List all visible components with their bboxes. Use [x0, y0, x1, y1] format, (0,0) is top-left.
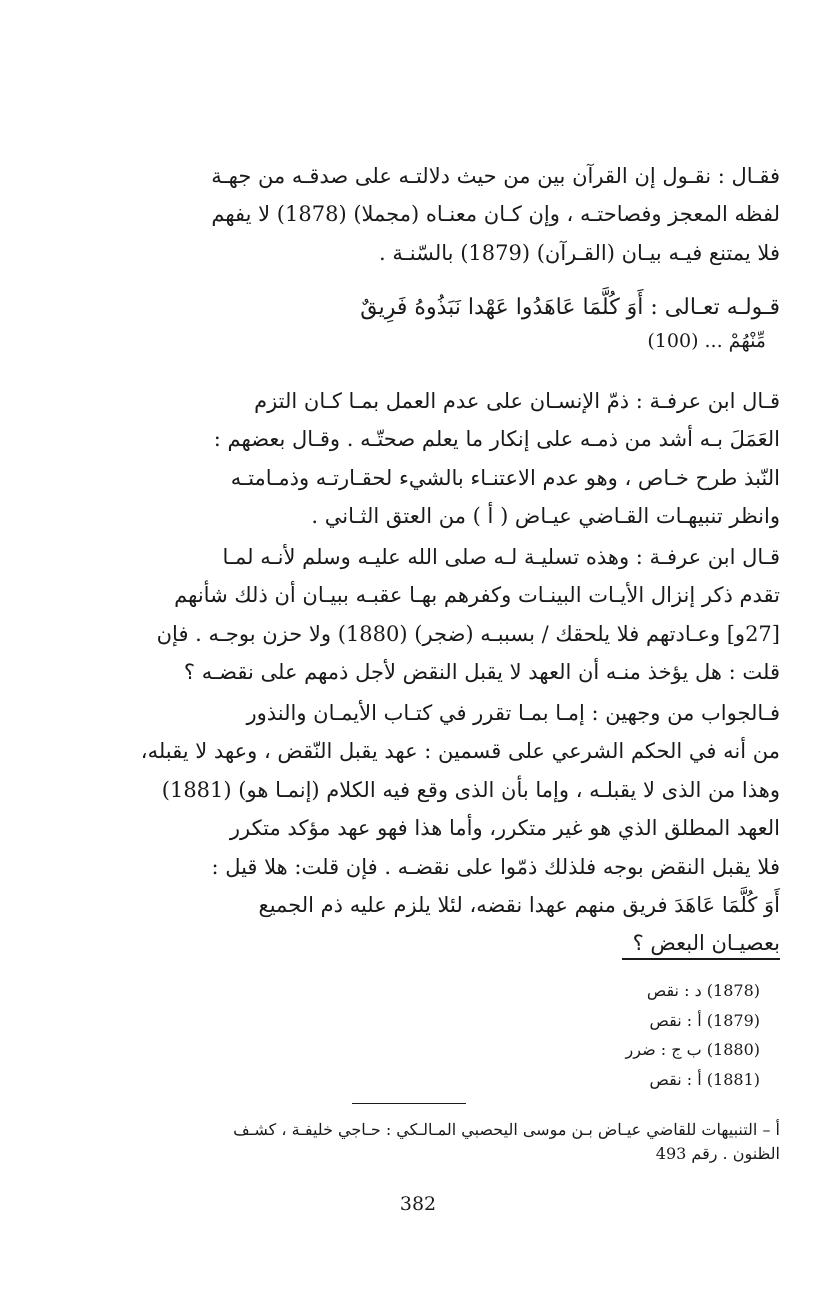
text-line: لفظه المعجز وفصاحتـه ، وإن كـان معنـاه (مجملا) (1878) لا يفهم [211, 202, 780, 227]
text-line: وهذا من الذى لا يقبلـه ، وإما بأن الذى وقع فيه الكلام (إنمـا هو) (1881) [161, 777, 780, 802]
apparatus-entry: (1880) ب ج : ضرر [625, 1040, 760, 1059]
text-line: بعصيـان البعض ؟ [632, 931, 780, 956]
footnote-divider [352, 1103, 466, 1104]
apparatus-entry: (1879) أ : نقص [649, 1010, 760, 1030]
paragraph-4 [100, 694, 780, 963]
page-number: 382 [399, 1193, 437, 1215]
text-line: وانظر تنبيهـات القـاضي عيـاض ( أ ) من العتق الثـاني . [311, 504, 780, 529]
text-line: فـالجواب من وجهين : إمـا بمـا تقرر في كتـاب الأيمـان والنذور [246, 701, 780, 725]
quran-verse [100, 287, 780, 353]
text-line: قـال ابن عرفـة : ذمّ الإنسـان على عدم العمل بمـا كـان التزم [254, 389, 780, 413]
text-line: من أنه في الحكم الشرعي على قسمين : عهد يقبل النّقض ، وعهد لا يقبله، [140, 739, 780, 764]
text-line: فلا يقبل النقض بوجه فلذلك ذمّوا على نقضـه . فإن قلت: هلا قيل : [211, 854, 780, 879]
footnote [84, 1118, 780, 1166]
text-line: أَوَ كُلَّمَا عَاهَدَ فريق منهم عهدا نقضه، لئلا يلزم عليه ذم الجميع [258, 893, 780, 918]
paragraph-2 [100, 382, 780, 536]
apparatus-entry: (1878) د : نقص [646, 981, 760, 1000]
paragraph-1 [100, 157, 780, 272]
text-line: العَمَلَ بـه أشد من ذمـه على إنكار ما يعلم صحتّـه . وقـال بعضهم : [213, 427, 780, 452]
apparatus-entry: (1881) أ : نقص [649, 1069, 760, 1089]
text-line: العهد المطلق الذي هو غير متكرر، وأما هذا فهو عهد مؤكد متكرر [229, 816, 780, 841]
text-line: [27و] وعـادتهم فلا يلحقك / بسببـه (ضجر) (1880) ولا حزن بوجـه . فإن [156, 621, 780, 646]
text-line: فقـال : نقـول إن القرآن بين من حيث دلالتـه على صدقـه من جهـة [211, 164, 780, 188]
critical-apparatus [560, 976, 760, 1094]
text-line: تقدم ذكر إنزال الأيـات البينـات وكفرهم بهـا عقبـه ببيـان أن ذلك شأنهم [174, 583, 780, 608]
paragraph-3 [100, 538, 780, 692]
text-line: قـال ابن عرفـة : وهذه تسليـة لـه صلى الله عليـه وسلم لأنـه لمـا [222, 545, 780, 569]
footnote-line: أ – التنبيهات للقاضي عيـاض بـن موسى اليحصبي المـالـكي : حـاجي خليفـة ، كشـف [233, 1120, 780, 1139]
text-line: فلا يمتنع فيـه بيـان (القـرآن) (1879) بالسّنـة . [379, 240, 780, 265]
verse-line: قـولـه تعـالى : أَوَ كُلَّمَا عَاهَدُوا عَهْدا نَبَذُوهُ فَرِيقٌ [360, 295, 780, 320]
footnote-line: الظنون . رقم 493 [655, 1144, 780, 1163]
text-line: قلت : هل يؤخذ منـه أن العهد لا يقبل النقض لأجل ذمهم على نقضـه ؟ [183, 660, 780, 685]
text-line: النّبذ طرح خـاص ، وهو عدم الاعتنـاء بالشيء لحقـارتـه وذمـامتـه [230, 465, 780, 490]
verse-reference: مِّنْهُمْ ... (100) [647, 330, 766, 352]
apparatus-divider [622, 958, 780, 960]
